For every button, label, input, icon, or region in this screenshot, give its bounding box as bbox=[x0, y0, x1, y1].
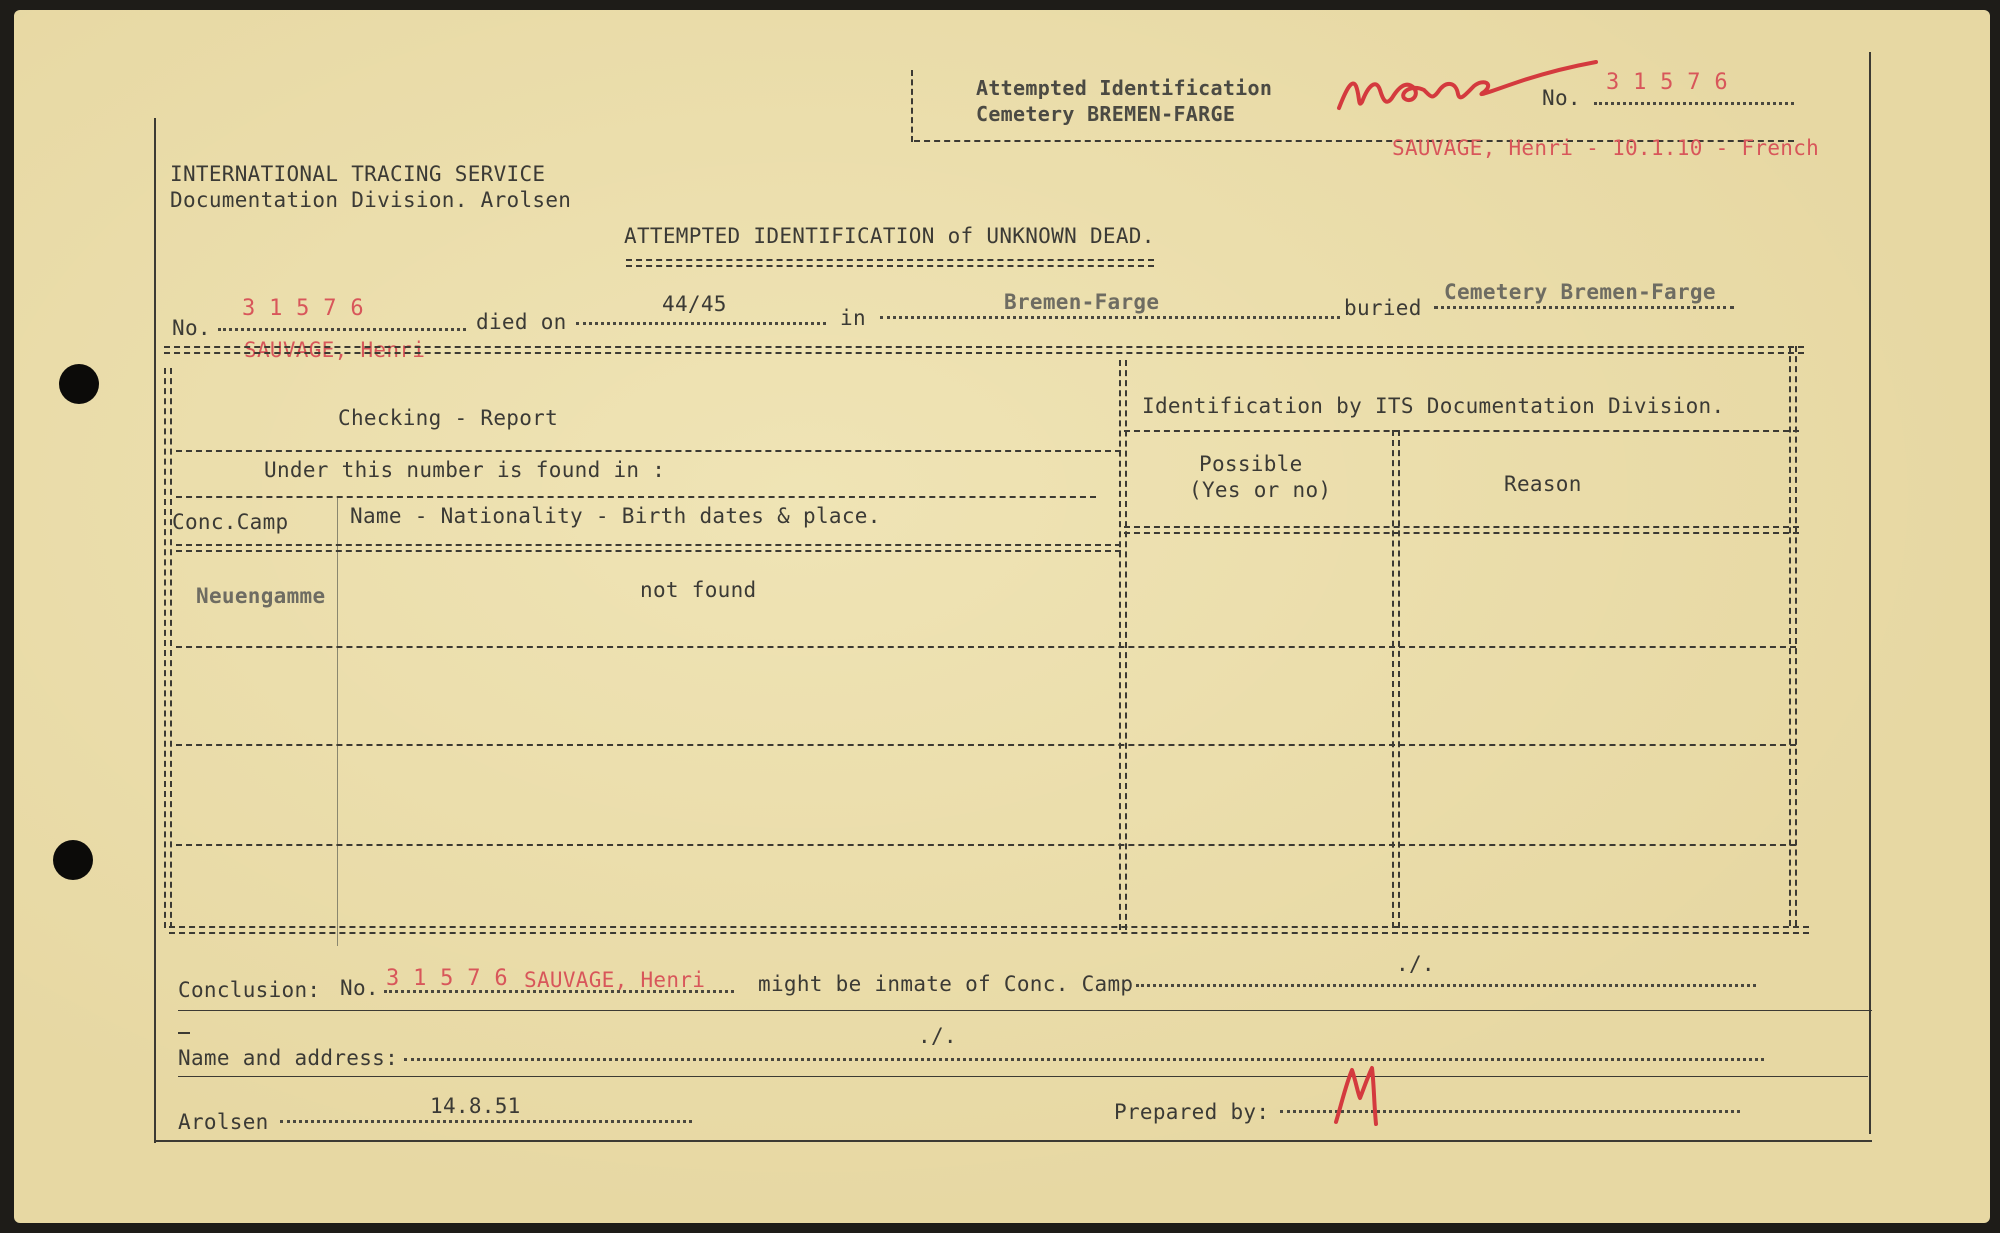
row-camp: Neuengamme bbox=[196, 584, 326, 608]
in-value: Bremen-Farge bbox=[1004, 290, 1160, 314]
date-dots bbox=[280, 1120, 692, 1123]
conclusion-camp-value: ./. bbox=[1396, 952, 1435, 976]
died-value: 44/45 bbox=[662, 292, 727, 316]
prepared-label: Prepared by: bbox=[1114, 1100, 1270, 1124]
table-right-border bbox=[1789, 346, 1797, 926]
column-header-line-left bbox=[176, 544, 1121, 552]
frame-right-line bbox=[1869, 52, 1871, 1134]
possible-header-2: (Yes or no) bbox=[1189, 478, 1332, 502]
in-label: in bbox=[840, 306, 866, 330]
reason-header: Reason bbox=[1504, 472, 1582, 496]
stamp-box-left bbox=[911, 70, 913, 142]
form-title-underline bbox=[626, 259, 1154, 267]
name-address-label: Name and address: bbox=[178, 1046, 399, 1070]
died-label: died on bbox=[476, 310, 567, 334]
record-no-value: 3 1 5 7 6 bbox=[242, 296, 364, 321]
stamp-line-2: Cemetery BREMEN-FARGE bbox=[976, 102, 1236, 126]
buried-label: buried bbox=[1344, 296, 1422, 320]
buried-dots bbox=[1434, 306, 1734, 309]
name-column-header: Name - Nationality - Birth dates & place. bbox=[350, 504, 881, 528]
row-line-3 bbox=[176, 844, 1796, 846]
conclusion-might-be: might be inmate of Conc. Camp bbox=[758, 972, 1134, 996]
prepared-initial-signature bbox=[1330, 1062, 1390, 1126]
frame-bottom-line bbox=[154, 1140, 1872, 1142]
stamp-line-1: Attempted Identification bbox=[976, 76, 1273, 100]
record-no-dots bbox=[218, 328, 466, 331]
form-title: ATTEMPTED IDENTIFICATION of UNKNOWN DEAD. bbox=[624, 224, 1155, 248]
conclusion-no-label: No. bbox=[340, 976, 379, 1000]
row-line-1 bbox=[176, 646, 1796, 648]
organization-line-1: INTERNATIONAL TRACING SERVICE bbox=[170, 162, 546, 186]
buried-value: Cemetery Bremen-Farge bbox=[1444, 280, 1716, 304]
date-value: 14.8.51 bbox=[430, 1094, 521, 1118]
conclusion-camp-dots bbox=[1136, 984, 1756, 987]
top-number-dots bbox=[1594, 102, 1794, 105]
under-number-line bbox=[176, 496, 1096, 498]
conclusion-short-dash bbox=[178, 1032, 190, 1034]
table-divider-possible bbox=[1392, 430, 1400, 928]
identification-header-line bbox=[1124, 430, 1799, 432]
name-address-dots bbox=[404, 1058, 1764, 1061]
record-card bbox=[14, 10, 1990, 1223]
name-address-underline bbox=[178, 1076, 1868, 1077]
table-left-border bbox=[164, 368, 172, 928]
possible-header-1: Possible bbox=[1199, 452, 1303, 476]
in-dots bbox=[880, 316, 1340, 319]
top-number-value: 3 1 5 7 6 bbox=[1606, 70, 1728, 95]
column-header-line-right bbox=[1124, 526, 1799, 534]
conclusion-no-value: 3 1 5 7 6 bbox=[386, 966, 508, 991]
punch-hole-lower bbox=[53, 840, 93, 880]
under-number-label: Under this number is found in : bbox=[264, 458, 666, 482]
record-name: SAUVAGE, Henri bbox=[244, 338, 426, 362]
top-number-label: No. bbox=[1542, 86, 1581, 110]
checking-header: Checking - Report bbox=[338, 406, 559, 430]
conclusion-label: Conclusion: bbox=[178, 978, 321, 1002]
organization-line-2: Documentation Division. Arolsen bbox=[170, 188, 572, 212]
row-details: not found bbox=[640, 578, 757, 602]
frame-left-line bbox=[154, 118, 156, 1143]
camp-column-header: Conc.Camp bbox=[172, 510, 289, 534]
table-divider-camp bbox=[337, 496, 338, 946]
died-dots bbox=[576, 322, 826, 325]
punch-hole-upper bbox=[59, 364, 99, 404]
record-no-label: No. bbox=[172, 316, 211, 340]
checking-header-line bbox=[176, 450, 1121, 452]
top-person-line: SAUVAGE, Henri - 10.1.10 - French bbox=[1392, 136, 1820, 160]
conclusion-name: SAUVAGE, Henri bbox=[524, 968, 706, 992]
name-address-value: ./. bbox=[918, 1024, 957, 1048]
identification-header: Identification by ITS Documentation Division. bbox=[1142, 394, 1725, 418]
table-bottom-border bbox=[169, 926, 1809, 934]
row-line-2 bbox=[176, 744, 1796, 746]
conclusion-underline bbox=[178, 1010, 1872, 1011]
table-top-border bbox=[164, 346, 1804, 354]
place-label: Arolsen bbox=[178, 1110, 269, 1134]
